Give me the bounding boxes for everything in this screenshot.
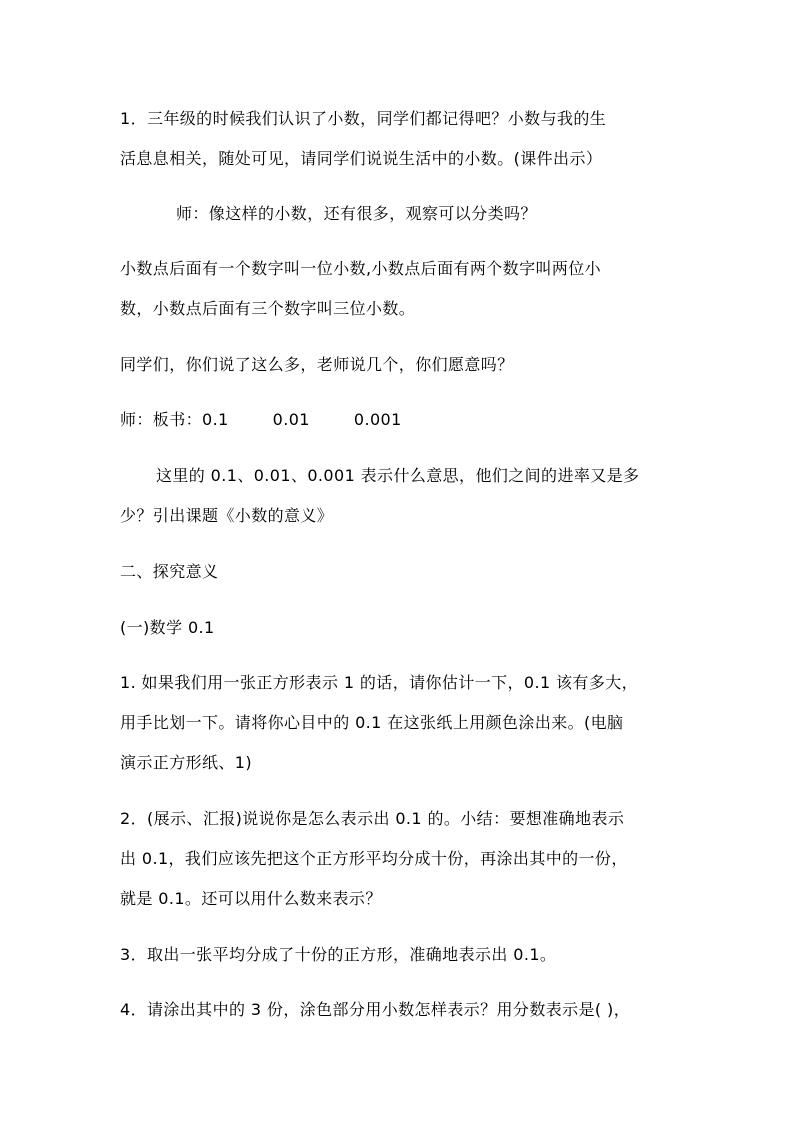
paragraph-line-7	[120, 409, 402, 431]
paragraph-line-14: 出 0.1，我们应该先把这个正方形平均分成十份，再涂出其中的一份，	[120, 849, 628, 868]
paragraph-line-17: 4．请涂出其中的 3 份，涂色部分用小数怎样表示？用分数表示是( )，	[120, 1000, 631, 1019]
paragraph-line-9: 少？引出课题《小数的意义》	[120, 506, 334, 525]
paragraph-line-16: 3．取出一张平均分成了十份的正方形，准确地表示出 0.1。	[120, 945, 557, 964]
board-value-0001: 0.001	[353, 410, 402, 429]
paragraph-line-4: 小数点后面有一个数字叫一位小数,小数点后面有两个数字叫两位小	[120, 259, 602, 278]
board-text-label: 师：板书：0.1	[120, 410, 229, 429]
paragraph-line-15: 就是 0.1。还可以用什么数来表示？	[120, 889, 382, 908]
paragraph-line-5: 数，小数点后面有三个数字叫三位小数。	[120, 299, 416, 318]
paragraph-line-10: 1. 如果我们用一张正方形表示 1 的话，请你估计一下，0.1 该有多大，	[120, 673, 639, 692]
board-value-001: 0.01	[272, 410, 310, 429]
subsection-heading: (一)数学 0.1	[120, 618, 215, 637]
paragraph-line-6: 同学们，你们说了这么多，老师说几个，你们愿意吗？	[120, 355, 514, 374]
paragraph-line-13: 2．(展示、汇报)说说你是怎么表示出 0.1 的。小结：要想准确地表示	[120, 809, 625, 828]
section-heading: 二、探究意义	[120, 562, 219, 581]
paragraph-line-3: 师：像这样的小数，还有很多，观察可以分类吗？	[176, 204, 537, 223]
paragraph-line-8: 这里的 0.1、0.01、0.001 表示什么意思，他们之间的进率又是多	[156, 466, 640, 485]
paragraph-line-1: 1．三年级的时候我们认识了小数，同学们都记得吧？小数与我的生	[120, 109, 607, 128]
paragraph-line-11: 用手比划一下。请将你心目中的 0.1 在这张纸上用颜色涂出来。(电脑	[120, 713, 624, 732]
paragraph-line-12: 演示正方形纸、1)	[120, 753, 253, 772]
paragraph-line-2: 活息息相关，随处可见，请同学们说说生活中的小数。(课件出示）	[120, 149, 603, 168]
